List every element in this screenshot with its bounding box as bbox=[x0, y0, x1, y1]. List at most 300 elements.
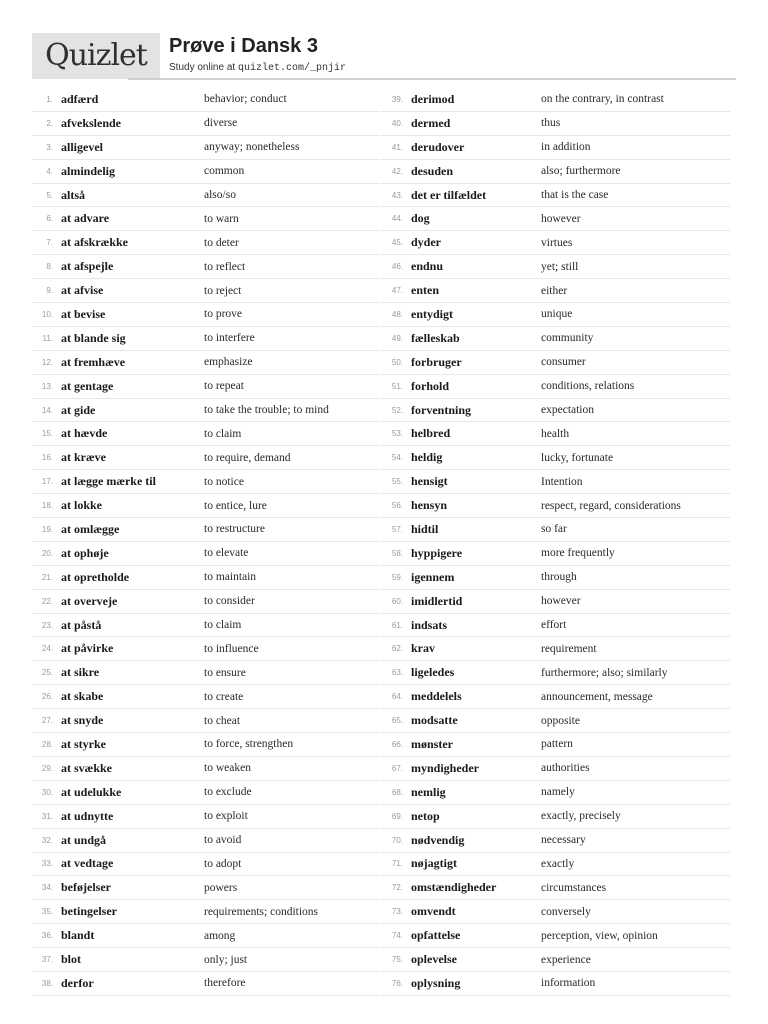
term-row bbox=[32, 733, 380, 757]
term-definition: authorities bbox=[541, 762, 590, 775]
term-number: 40. bbox=[391, 118, 403, 128]
term-row bbox=[382, 685, 730, 709]
term-number: 14. bbox=[41, 405, 53, 415]
study-online-label: Study online at bbox=[169, 62, 236, 73]
term-row bbox=[382, 853, 730, 877]
term-row bbox=[382, 757, 730, 781]
term-column-left bbox=[32, 88, 380, 996]
term-number: 61. bbox=[391, 620, 403, 630]
term-row bbox=[32, 160, 380, 184]
term-definition: behavior; conduct bbox=[204, 93, 287, 106]
term-row bbox=[32, 900, 380, 924]
term-definition: however bbox=[541, 212, 581, 225]
term-row bbox=[32, 876, 380, 900]
term-number: 39. bbox=[391, 94, 403, 104]
term-number: 67. bbox=[391, 763, 403, 773]
term-number: 45. bbox=[391, 238, 403, 248]
term-number: 50. bbox=[391, 357, 403, 367]
term-definition: to claim bbox=[204, 427, 242, 440]
term-word: blandt bbox=[61, 928, 95, 943]
term-number: 31. bbox=[41, 811, 53, 821]
term-number: 73. bbox=[391, 907, 403, 917]
term-definition: thus bbox=[541, 117, 561, 130]
term-definition: conversely bbox=[541, 905, 591, 918]
term-definition: to influence bbox=[204, 642, 259, 655]
term-word: betingelser bbox=[61, 904, 117, 919]
term-row bbox=[382, 876, 730, 900]
term-word: forbruger bbox=[411, 354, 462, 369]
term-definition: to prove bbox=[204, 308, 243, 321]
term-definition: announcement, message bbox=[541, 690, 653, 703]
term-number: 71. bbox=[391, 859, 403, 869]
term-number: 23. bbox=[41, 620, 53, 630]
term-row bbox=[32, 446, 380, 470]
term-definition: respect, regard, considerations bbox=[541, 499, 681, 512]
term-row bbox=[32, 637, 380, 661]
term-column-right bbox=[382, 88, 730, 996]
term-word: at blande sig bbox=[61, 330, 126, 345]
term-row bbox=[32, 829, 380, 853]
term-number: 11. bbox=[42, 333, 53, 343]
term-word: meddelels bbox=[411, 689, 462, 704]
term-definition: expectation bbox=[541, 404, 595, 417]
term-definition: experience bbox=[541, 953, 591, 966]
quizlet-logo: Quizlet bbox=[32, 33, 160, 79]
term-word: beføjelser bbox=[61, 880, 111, 895]
term-definition: to create bbox=[204, 690, 244, 703]
term-number: 13. bbox=[41, 381, 53, 391]
term-word: dermed bbox=[411, 115, 451, 130]
term-number: 56. bbox=[391, 501, 403, 511]
term-definition: to ensure bbox=[204, 666, 246, 679]
term-number: 34. bbox=[41, 883, 53, 893]
term-number: 26. bbox=[41, 692, 53, 702]
term-definition: to exclude bbox=[204, 786, 252, 799]
set-title: Prøve i Dansk 3 bbox=[169, 35, 318, 57]
term-number: 15. bbox=[41, 429, 53, 439]
term-definition: circumstances bbox=[541, 881, 607, 894]
term-number: 36. bbox=[41, 931, 53, 941]
term-row bbox=[382, 422, 730, 446]
term-definition: to restructure bbox=[204, 523, 265, 536]
term-definition: to deter bbox=[204, 236, 239, 249]
term-row bbox=[32, 88, 380, 112]
term-definition: health bbox=[541, 427, 570, 440]
term-row bbox=[382, 614, 730, 638]
term-word: almindelig bbox=[61, 163, 116, 178]
term-word: at påstå bbox=[61, 617, 102, 632]
term-definition: yet; still bbox=[541, 260, 579, 273]
term-row bbox=[32, 781, 380, 805]
term-definition: however bbox=[541, 595, 581, 608]
term-number: 43. bbox=[391, 190, 403, 200]
term-number: 41. bbox=[391, 142, 403, 152]
term-number: 57. bbox=[391, 524, 403, 534]
term-definition: to claim bbox=[204, 619, 242, 632]
term-number: 5. bbox=[46, 190, 53, 200]
term-word: at lokke bbox=[61, 498, 103, 513]
term-definition: in addition bbox=[541, 141, 591, 154]
study-online-note bbox=[169, 62, 346, 74]
term-number: 59. bbox=[391, 572, 403, 582]
term-word: nødvendig bbox=[411, 832, 465, 847]
term-definition: to reflect bbox=[204, 260, 246, 273]
term-word: igennem bbox=[411, 569, 455, 584]
term-word: nøjagtigt bbox=[411, 856, 457, 871]
term-word: dyder bbox=[411, 235, 441, 250]
term-number: 54. bbox=[391, 453, 403, 463]
term-definition: to entice, lure bbox=[204, 499, 267, 512]
term-word: at udelukke bbox=[61, 784, 122, 799]
term-word: blot bbox=[61, 952, 82, 966]
term-row bbox=[32, 494, 380, 518]
term-row bbox=[32, 399, 380, 423]
term-row bbox=[32, 757, 380, 781]
term-word: at udnytte bbox=[61, 808, 114, 823]
term-word: indsats bbox=[411, 617, 448, 632]
term-word: at skabe bbox=[61, 689, 104, 704]
term-row bbox=[32, 924, 380, 948]
term-definition: emphasize bbox=[204, 356, 253, 369]
term-word: opfattelse bbox=[411, 928, 461, 943]
term-number: 72. bbox=[391, 883, 403, 893]
term-row bbox=[382, 231, 730, 255]
term-row bbox=[382, 446, 730, 470]
term-word: derudover bbox=[411, 139, 465, 154]
term-row bbox=[32, 136, 380, 160]
term-definition: effort bbox=[541, 619, 567, 632]
term-definition: to notice bbox=[204, 475, 244, 488]
term-word: forventning bbox=[411, 402, 471, 417]
term-number: 33. bbox=[41, 859, 53, 869]
term-word: hensyn bbox=[411, 498, 448, 513]
term-word: at lægge mærke til bbox=[61, 474, 156, 489]
term-number: 75. bbox=[391, 955, 403, 964]
term-row bbox=[382, 494, 730, 518]
term-definition: to warn bbox=[204, 212, 239, 225]
term-word: at afspejle bbox=[61, 259, 114, 274]
term-word: at fremhæve bbox=[61, 354, 126, 369]
term-row bbox=[32, 661, 380, 685]
term-row bbox=[382, 781, 730, 805]
term-number: 32. bbox=[41, 835, 53, 845]
term-definition: to consider bbox=[204, 595, 255, 608]
term-number: 16. bbox=[41, 453, 53, 463]
term-row bbox=[32, 709, 380, 733]
term-row bbox=[32, 351, 380, 375]
term-row bbox=[382, 207, 730, 231]
term-definition: more frequently bbox=[541, 547, 615, 560]
term-number: 35. bbox=[41, 907, 53, 917]
term-row bbox=[382, 112, 730, 136]
term-row bbox=[382, 805, 730, 829]
term-number: 46. bbox=[391, 262, 403, 272]
term-definition: to repeat bbox=[204, 380, 244, 393]
term-row bbox=[32, 279, 380, 303]
term-definition: necessary bbox=[541, 834, 586, 847]
term-number: 8. bbox=[46, 262, 53, 272]
term-number: 44. bbox=[391, 214, 403, 224]
term-row bbox=[32, 972, 380, 996]
term-word: at overveje bbox=[61, 593, 118, 608]
term-number: 22. bbox=[41, 596, 53, 606]
term-word: at opretholde bbox=[61, 569, 130, 584]
term-definition: through bbox=[541, 571, 577, 584]
term-number: 6. bbox=[46, 214, 53, 224]
term-word: endnu bbox=[411, 259, 444, 274]
term-number: 69. bbox=[391, 811, 403, 821]
term-row bbox=[32, 614, 380, 638]
term-word: at snyde bbox=[61, 713, 104, 728]
term-word: at kræve bbox=[61, 450, 106, 465]
term-word: hensigt bbox=[411, 474, 448, 489]
term-number: 7. bbox=[46, 238, 53, 248]
term-definition: only; just bbox=[204, 953, 248, 966]
term-definition: to cheat bbox=[204, 714, 241, 727]
term-word: alligevel bbox=[61, 139, 103, 154]
term-row bbox=[382, 590, 730, 614]
term-number: 55. bbox=[391, 477, 403, 487]
term-number: 10. bbox=[41, 309, 53, 319]
term-number: 12. bbox=[41, 357, 53, 367]
term-number: 66. bbox=[391, 739, 403, 749]
term-row bbox=[382, 88, 730, 112]
term-word: imidlertid bbox=[411, 593, 463, 608]
term-row bbox=[382, 542, 730, 566]
term-definition: opposite bbox=[541, 714, 580, 727]
term-number: 76. bbox=[391, 978, 403, 988]
term-number: 37. bbox=[41, 955, 53, 964]
term-number: 21. bbox=[41, 572, 53, 582]
term-definition: furthermore; also; similarly bbox=[541, 666, 668, 679]
term-row bbox=[32, 207, 380, 231]
term-word: derfor bbox=[61, 975, 94, 990]
term-row bbox=[382, 375, 730, 399]
term-word: at styrke bbox=[61, 736, 106, 751]
term-row bbox=[382, 160, 730, 184]
term-row bbox=[32, 327, 380, 351]
term-row bbox=[32, 255, 380, 279]
term-word: at advare bbox=[61, 211, 110, 226]
term-row bbox=[382, 948, 730, 972]
term-row bbox=[382, 279, 730, 303]
term-row bbox=[382, 733, 730, 757]
term-word: at hævde bbox=[61, 426, 108, 441]
term-definition: to take the trouble; to mind bbox=[204, 404, 329, 417]
term-word: adfærd bbox=[61, 91, 99, 106]
term-row bbox=[32, 948, 380, 972]
term-definition: to reject bbox=[204, 284, 242, 297]
term-number: 74. bbox=[391, 931, 403, 941]
term-row bbox=[382, 900, 730, 924]
term-row bbox=[32, 805, 380, 829]
term-number: 47. bbox=[391, 286, 403, 296]
term-number: 64. bbox=[391, 692, 403, 702]
term-number: 2. bbox=[46, 118, 53, 128]
term-definition: among bbox=[204, 929, 236, 942]
term-definition: common bbox=[204, 165, 245, 178]
term-number: 17. bbox=[41, 477, 53, 487]
term-word: oplevelse bbox=[411, 952, 457, 966]
term-definition: also; furthermore bbox=[541, 165, 621, 178]
term-word: omstændigheder bbox=[411, 880, 497, 895]
term-definition: exactly, precisely bbox=[541, 810, 621, 823]
term-definition: either bbox=[541, 284, 568, 297]
term-number: 1. bbox=[46, 94, 53, 104]
term-definition: consumer bbox=[541, 356, 586, 369]
term-word: at afvise bbox=[61, 283, 104, 298]
term-number: 28. bbox=[41, 739, 53, 749]
term-row bbox=[32, 590, 380, 614]
term-number: 63. bbox=[391, 668, 403, 678]
term-number: 70. bbox=[391, 835, 403, 845]
term-definition: to weaken bbox=[204, 762, 251, 775]
term-row bbox=[32, 853, 380, 877]
term-number: 30. bbox=[41, 787, 53, 797]
term-definition: perception, view, opinion bbox=[541, 929, 658, 942]
term-word: helbred bbox=[411, 426, 451, 441]
term-number: 42. bbox=[391, 166, 403, 176]
term-definition: to maintain bbox=[204, 571, 257, 584]
term-definition: lucky, fortunate bbox=[541, 451, 614, 464]
term-row bbox=[382, 303, 730, 327]
term-definition: information bbox=[541, 977, 596, 990]
term-word: mønster bbox=[411, 736, 453, 751]
term-definition: virtues bbox=[541, 236, 573, 249]
term-definition: anyway; nonetheless bbox=[204, 141, 300, 154]
term-definition: therefore bbox=[204, 977, 246, 990]
term-definition: on the contrary, in contrast bbox=[541, 93, 664, 106]
term-definition: exactly bbox=[541, 857, 575, 870]
term-word: at sikre bbox=[61, 665, 100, 680]
term-row bbox=[32, 685, 380, 709]
term-word: at svække bbox=[61, 760, 113, 775]
term-number: 20. bbox=[41, 548, 53, 558]
term-word: nemlig bbox=[411, 784, 446, 799]
term-row bbox=[382, 661, 730, 685]
term-number: 52. bbox=[391, 405, 403, 415]
term-number: 38. bbox=[41, 978, 53, 988]
term-row bbox=[382, 184, 730, 208]
term-word: afvekslende bbox=[61, 115, 121, 130]
term-word: det er tilfældet bbox=[411, 187, 487, 202]
term-definition: also/so bbox=[204, 189, 236, 201]
term-number: 51. bbox=[391, 381, 403, 391]
term-definition: to adopt bbox=[204, 857, 242, 870]
term-word: at gide bbox=[61, 402, 96, 417]
term-number: 24. bbox=[41, 644, 53, 654]
term-word: at omlægge bbox=[61, 521, 120, 536]
term-row bbox=[382, 518, 730, 542]
term-row bbox=[382, 136, 730, 160]
term-row bbox=[32, 375, 380, 399]
term-word: forhold bbox=[411, 378, 450, 393]
term-definition: so far bbox=[541, 523, 567, 536]
term-definition: to require, demand bbox=[204, 451, 291, 464]
term-row bbox=[32, 112, 380, 136]
term-definition: pattern bbox=[541, 738, 573, 751]
term-definition: to avoid bbox=[204, 834, 242, 847]
term-word: derimod bbox=[411, 91, 455, 106]
term-definition: to force, strengthen bbox=[204, 738, 294, 751]
term-row bbox=[382, 566, 730, 590]
term-row bbox=[382, 470, 730, 494]
term-row bbox=[32, 231, 380, 255]
set-url[interactable]: quizlet.com/_pnjir bbox=[237, 63, 346, 74]
term-number: 68. bbox=[391, 787, 403, 797]
term-definition: community bbox=[541, 332, 594, 345]
term-word: desuden bbox=[411, 163, 454, 178]
term-definition: to exploit bbox=[204, 810, 248, 823]
term-row bbox=[382, 637, 730, 661]
term-word: altså bbox=[61, 187, 85, 202]
term-word: omvendt bbox=[411, 904, 456, 919]
term-word: at undgå bbox=[61, 832, 107, 847]
term-definition: conditions, relations bbox=[541, 380, 635, 393]
term-word: krav bbox=[411, 641, 435, 656]
term-word: at bevise bbox=[61, 306, 106, 321]
term-word: entydigt bbox=[411, 306, 453, 321]
term-definition: that is the case bbox=[541, 189, 609, 201]
term-number: 4. bbox=[46, 166, 53, 176]
term-number: 3. bbox=[46, 142, 53, 152]
term-word: hidtil bbox=[411, 521, 439, 536]
term-row bbox=[382, 924, 730, 948]
term-definition: requirement bbox=[541, 642, 597, 655]
term-definition: requirements; conditions bbox=[204, 905, 319, 918]
term-row bbox=[32, 566, 380, 590]
term-number: 25. bbox=[41, 668, 53, 678]
term-row bbox=[32, 303, 380, 327]
term-word: hyppigere bbox=[411, 545, 463, 560]
term-definition: to interfere bbox=[204, 332, 255, 345]
term-number: 49. bbox=[391, 333, 403, 343]
term-number: 29. bbox=[41, 763, 53, 773]
term-word: fælleskab bbox=[411, 330, 460, 345]
term-row bbox=[382, 709, 730, 733]
term-word: enten bbox=[411, 283, 439, 298]
term-number: 9. bbox=[46, 286, 53, 296]
term-number: 18. bbox=[41, 501, 53, 511]
term-word: modsatte bbox=[411, 713, 458, 728]
term-number: 48. bbox=[391, 309, 403, 319]
term-word: at gentage bbox=[61, 378, 114, 393]
term-row bbox=[32, 422, 380, 446]
term-row bbox=[382, 255, 730, 279]
term-definition: unique bbox=[541, 308, 573, 321]
term-row bbox=[32, 518, 380, 542]
term-word: at vedtage bbox=[61, 856, 114, 871]
term-word: myndigheder bbox=[411, 760, 480, 775]
term-number: 58. bbox=[391, 548, 403, 558]
term-row bbox=[382, 972, 730, 996]
term-number: 62. bbox=[391, 644, 403, 654]
term-row bbox=[32, 184, 380, 208]
term-row bbox=[382, 829, 730, 853]
term-definition: diverse bbox=[204, 117, 238, 130]
term-word: heldig bbox=[411, 450, 443, 465]
term-definition: Intention bbox=[541, 475, 583, 488]
term-row bbox=[32, 470, 380, 494]
term-row bbox=[32, 542, 380, 566]
term-row bbox=[382, 399, 730, 423]
term-word: dog bbox=[411, 211, 430, 226]
page-header bbox=[32, 33, 736, 79]
header-divider bbox=[128, 78, 736, 80]
term-word: oplysning bbox=[411, 975, 461, 990]
term-number: 53. bbox=[391, 429, 403, 439]
term-word: at afskrække bbox=[61, 235, 129, 250]
